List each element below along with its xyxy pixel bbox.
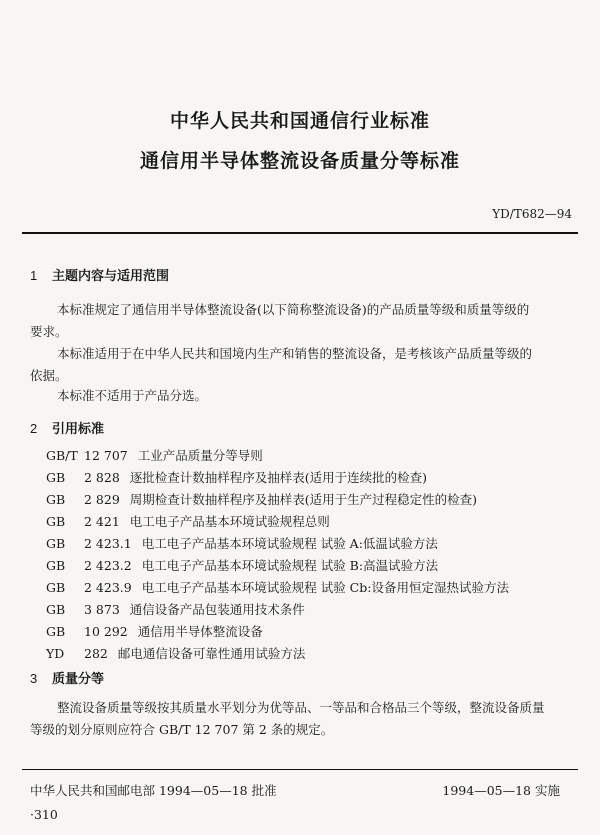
section-1-para-1-line-2: 要求。	[30, 324, 68, 339]
section-2-title: 引用标准	[52, 422, 105, 437]
reference-item: GB 2 423.9 电工电子产品基本环境试验规程 试验 Cb:设备用恒定湿热试验方法	[46, 580, 509, 595]
section-1-para-2-line-1: 本标准适用于在中华人民共和国境内生产和销售的整流设备，是考核该产品质量等级的	[57, 346, 533, 361]
reference-item: GB 3 873 通信设备产品包装通用技术条件	[46, 602, 305, 617]
section-3-heading	[30, 668, 104, 687]
approval-date: 中华人民共和国邮电部 1994—05—18 批准	[30, 783, 277, 798]
reference-item: GB 2 423.1 电工电子产品基本环境试验规程 试验 A:低温试验方法	[46, 536, 438, 551]
section-3-number: 3	[30, 671, 38, 686]
reference-item: GB 2 829 周期检查计数抽样程序及抽样表(适用于生产过程稳定性的检查)	[46, 492, 478, 507]
reference-item: GB 2 421 电工电子产品基本环境试验规程总则	[46, 514, 330, 529]
footer-divider	[22, 769, 578, 770]
section-1-heading	[30, 265, 169, 284]
reference-item: GB 10 292 通信用半导体整流设备	[46, 624, 263, 639]
section-1-number: 1	[30, 268, 38, 283]
section-1-para-3: 本标准不适用于产品分选。	[57, 388, 208, 403]
title-line-2: 通信用半导体整流设备质量分等标准	[139, 150, 460, 172]
section-2-number: 2	[30, 421, 38, 436]
header-divider	[22, 232, 578, 234]
section-3-para-line-2: 等级的划分原则应符合 GB/T 12 707 第 2 条的规定。	[30, 722, 334, 737]
reference-item: GB 2 423.2 电工电子产品基本环境试验规程 试验 B:高温试验方法	[46, 558, 439, 573]
section-2-heading	[30, 418, 104, 437]
section-3-para-line-1: 整流设备质量等级按其质量水平划分为优等品、一等品和合格品三个等级，整流设备质量	[57, 700, 545, 715]
reference-item: GB/T 12 707 工业产品质量分等导则	[46, 448, 263, 463]
page-number: ·310	[30, 807, 58, 822]
reference-item: GB 2 828 逐批检查计数抽样程序及抽样表(适用于连续批的检查)	[46, 470, 428, 485]
standard-code: YD/T682—94	[492, 207, 572, 221]
section-1-para-1-line-1: 本标准规定了通信用半导体整流设备(以下简称整流设备)的产品质量等级和质量等级的	[57, 302, 530, 317]
section-1-title: 主题内容与适用范围	[52, 269, 170, 284]
section-1-para-2-line-2: 依据。	[30, 368, 68, 383]
title-line-1: 中华人民共和国通信行业标准	[169, 110, 430, 132]
effective-date: 1994—05—18 实施	[442, 783, 560, 798]
section-3-title: 质量分等	[52, 672, 105, 687]
reference-item: YD 282 邮电通信设备可靠性通用试验方法	[46, 646, 306, 661]
